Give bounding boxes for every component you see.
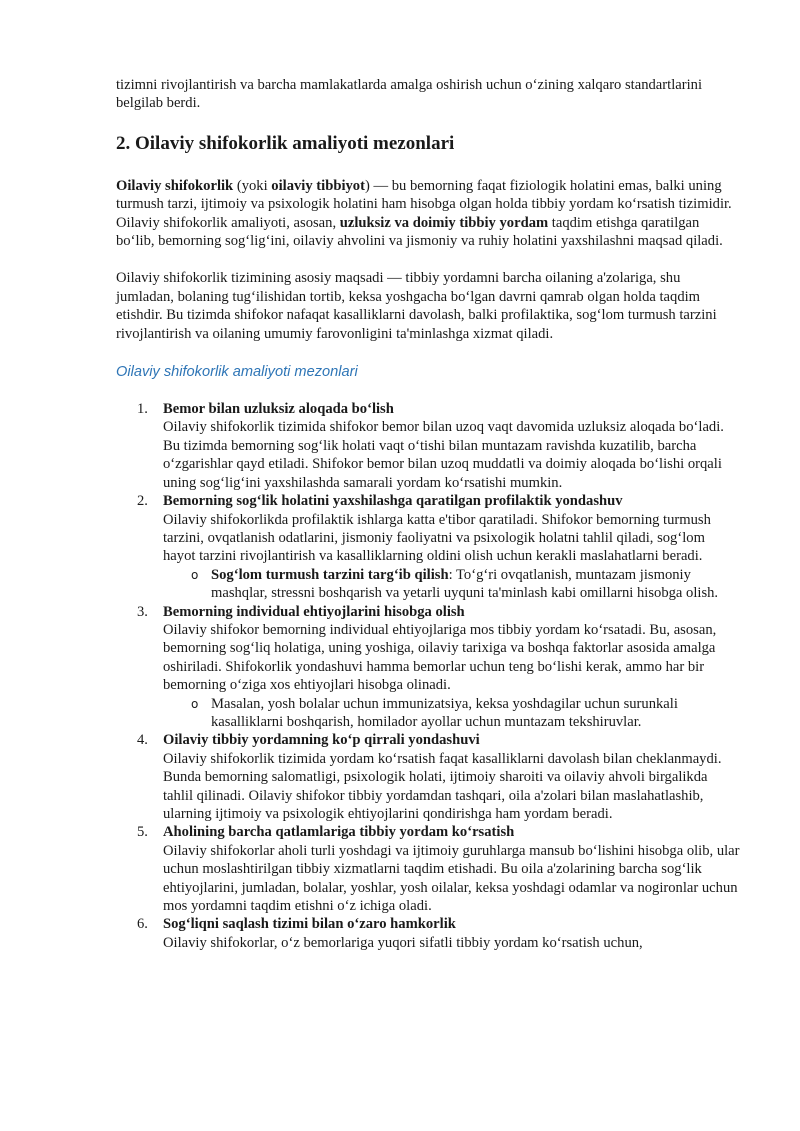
list-item [137,492,740,602]
alt-open: (yoki [233,177,272,194]
term-bold: Oilaviy shifokorlik [116,177,234,194]
sub-item-text: Masalan, yosh bolalar uchun immunizatsiya, keksa yoshdagilar uchun surunkali kasalliklarni boshqarish, homilador ayollar uchun muntazam tekshiruvlar. [211,695,678,730]
section-heading: 2. Oilaviy shifokorlik amaliyoti mezonlari [116,132,455,154]
list-item [137,603,740,732]
sub-list [163,566,740,603]
criteria-list [116,400,740,952]
definition-text-b: taqdim etishga qaratilgan bo‘lib, bemorning sog‘lig‘ini, oilaviy ahvolini va jismoniy va ruhiy holatini yaxshilashni maqsad qiladi. [116,214,723,250]
sub-list-item [191,566,740,603]
item-title: Aholining barcha qatlamlariga tibbiy yordam ko‘rsatish [163,824,515,841]
criteria-subheading: Oilaviy shifokorlik amaliyoti mezonlari [116,364,358,381]
definition-paragraph [116,177,740,251]
alt-close: ) [364,177,370,194]
list-item [137,731,740,823]
item-title: Bemorning individual ehtiyojlarini hisobga olish [163,603,465,620]
list-item [137,400,740,492]
item-number: 6. [137,916,148,933]
item-number: 3. [137,603,148,620]
item-number: 5. [137,824,148,841]
bullet-icon: o [191,696,199,711]
item-body: Oilaviy shifokorlar, o‘z bemorlariga yuqori sifatli tibbiy yordam ko‘rsatish uchun, [163,934,643,951]
alt-term-bold: oilaviy tibbiyot [271,177,365,194]
bullet-icon: o [191,567,199,582]
item-body: Oilaviy shifokorlik tizimida shifokor bemor bilan uzoq vaqt davomida uzluksiz aloqada bo‘ladi. Bu tizimda bemorning sog‘lik holati vaqt o‘tishi bilan muntazam ravishda kuzatilib, barcha o‘zgarishlar qayd etiladi. Shifokor bemor bilan uzoq muddatli va doimiy aloqada bo‘lishi orqali uning sog‘lig‘ini yaxshilashda samarali yordam ko‘rsatishi mumkin. [163,419,724,491]
list-item [137,823,740,915]
sub-list-item [191,695,740,732]
item-body: Oilaviy shifokorlikda profilaktik ishlarga katta e'tibor qaratiladi. Shifokor bemorning turmush tarzini, ovqatlanish odatlarini, jismoniy faoliyatni va psixologik holatni tahlil qiladi, sog‘lom hayot tarzini rivojlantirish va kasalliklarning oldini olish uchun kerakli maslahatlarni beradi. [163,511,711,565]
item-number: 2. [137,493,148,510]
item-body: Oilaviy shifokorlar aholi turli yoshdagi va ijtimoiy guruhlarga mansub bo‘lishini hisobga olib, ular uchun moslashtirilgan tibbiy xizmatlarni taqdim etishadi. Bu oila a'zolarining barcha sog‘lik ehtiyojlarini, jumladan, bolalar, yoshlar, yosh oilalar, keksa yoshdagi odamlar va nogironlar uchun mos yordamni taqdim etishni o‘z ichiga oladi. [163,842,740,915]
goal-paragraph: Oilaviy shifokorlik tizimining asosiy maqsadi — tibbiy yordamni barcha oilaning a'zolariga, shu jumladan, bolaning tug‘ilishidan tortib, keksa yoshgacha bo‘lgan davrni qamrab olgan holda taqdim etishdir. Bu tizimda shifokor nafaqat kasalliklarni davolash, balki profilaktika, sog‘lom turmush tarzini rivojlantirish va oilaning umumiy farovonligini ta'minlashga xizmat qiladi. [116,270,717,342]
sub-list [163,695,740,732]
sub-item-bold: Sog‘lom turmush tarzini targ‘ib qilish [211,566,449,583]
item-title: Oilaviy tibbiy yordamning ko‘p qirrali yondashuvi [163,732,480,749]
item-title: Bemorning sog‘lik holatini yaxshilashga qaratilgan profilaktik yondashuv [163,493,623,510]
definition-text-a: — bu bemorning faqat fiziologik holatini emas, balki uning turmush tarzi, ijtimoiy va psixologik holatini ham hisobga olgan holda tibbiy yordam ko‘rsatish tizimidir. Oilaviy shifokorlik amaliyoti, asosan, [116,177,732,231]
sub-item-text: : To‘g‘ri ovqatlanish, muntazam jismoniy mashqlar, stressni boshqarish va yetarli uyquni ta'minlash kabi omillarni hisobga olish. [211,566,719,602]
intro-continuation: tizimni rivojlantirish va barcha mamlakatlarda amalga oshirish uchun o‘zining xalqaro standartlarini belgilab berdi. [116,77,702,112]
emphasis-bold: uzluksiz va doimiy tibbiy yordam [339,214,549,231]
item-title: Sog‘liqni saqlash tizimi bilan o‘zaro hamkorlik [163,916,456,933]
item-body: Oilaviy shifokorlik tizimida yordam ko‘rsatish faqat kasalliklarni davolash bilan cheklanmaydi. Bunda bemorning salomatligi, psixologik holati, ijtimoiy sharoiti va oilaviy ahvoli birgalikda tahlil qilinadi. Oilaviy shifokor tibbiy yordamdan tashqari, oila a'zolari bilan maslahatlashib, ularning ijtimoiy va psixologik ehtiyojlarini qondirishga ham yordam beradi. [163,750,722,822]
list-item [137,915,740,952]
item-title: Bemor bilan uzluksiz aloqada bo‘lish [163,401,394,418]
item-number: 1. [137,401,148,418]
item-body: Oilaviy shifokor bemorning individual ehtiyojlariga mos tibbiy yordam ko‘rsatadi. Bu, asosan, bemorning sog‘liq holatiga, uning yoshiga, oilaviy tarixiga va boshqa faktorlar asosida amalga oshiriladi. Shifokorlik yondashuvi hamma bemorlar uchun teng bo‘lishi kerak, ammo har bir bemorning o‘ziga xos ehtiyojlari hisobga olinadi. [163,621,717,694]
item-number: 4. [137,732,148,749]
